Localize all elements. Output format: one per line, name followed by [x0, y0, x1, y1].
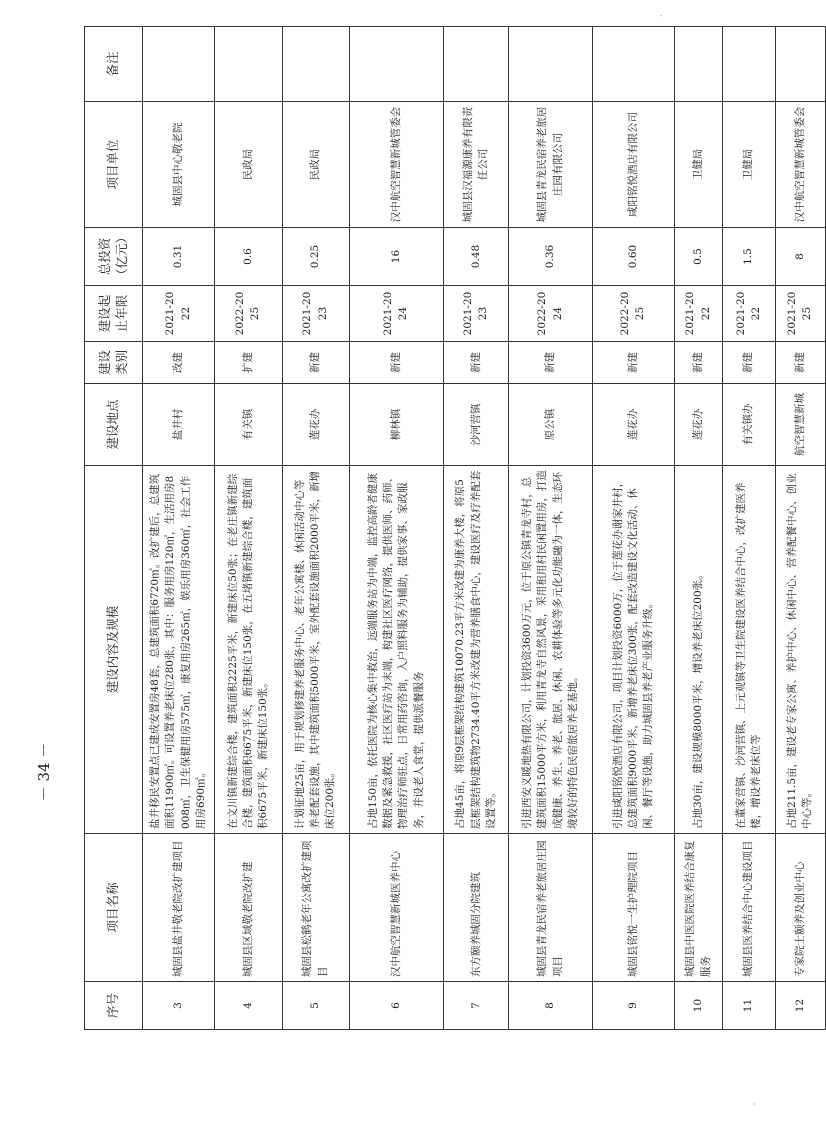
table-row	[143, 27, 215, 1030]
header-content: 建设内容及规模	[85, 466, 143, 834]
table-header-row	[85, 27, 143, 1030]
cell-investment: 0.25	[282, 228, 349, 286]
cell-name: 城固县铭悦一生护理院项目	[593, 834, 675, 982]
cell-period: 2022-2024	[509, 286, 593, 342]
cell-name: 城固县中医医院医养结合康复服务	[674, 834, 722, 982]
cell-location: 莲花办	[674, 384, 722, 466]
header-investment: 总投资（亿元）	[85, 228, 143, 286]
cell-location: 盐井村	[143, 384, 215, 466]
cell-type: 新建	[775, 342, 825, 384]
cell-name: 城固县区域敬老院改扩建	[215, 834, 282, 982]
cell-unit: 咸阳铭悦酒店有限公司	[593, 102, 675, 228]
cell-location: 航空智慧新城	[775, 384, 825, 466]
table-row	[674, 27, 722, 1030]
cell-type: 扩建	[215, 342, 282, 384]
cell-type: 新建	[444, 342, 509, 384]
cell-type: 新建	[593, 342, 675, 384]
cell-location: 有关镇	[215, 384, 282, 466]
cell-content: 引进咸阳铭悦酒店有限公司，项目计划投资6000万，位于莲花办谢家井村，总建筑面积9000平米，新增养老床位300张，配套改造建设文化活动、休闲、餐厅等设施，助力城固县养老产业服务升级。	[593, 466, 675, 834]
cell-remark	[775, 27, 825, 102]
cell-remark	[674, 27, 722, 102]
cell-name: 城固县青龙民宿养老旅居庄园项目	[509, 834, 593, 982]
cell-name: 城固县医养结合中心建设项目	[723, 834, 775, 982]
cell-unit: 卫健局	[674, 102, 722, 228]
cell-content: 引进西安义暖地热有限公司，计划投资3600万元，位于原公镇青龙寺村，总建筑面积15000平方米，利用青龙寺自然风景，采用租用村民闲置用房，打造成健康、养生、养老、旅居、休闲、农耕体验等多元化功能融为一体，生态环境较好的特色民宿旅居养老基地。	[509, 466, 593, 834]
cell-content: 占地150亩，依托医院为核心集中救治，远端服务站为中端，监控高龄者健康数据及紧急救援，社区医疗站为末端，构建社区医疗网络，提供医师、药师、物理治疗师驻点，日常用药咨询，入户照料服务为辅助，提供家事、家政服务，并设老人食堂，提供派餐服务	[349, 466, 443, 834]
cell-period: 2022-2025	[593, 286, 675, 342]
scan-mark: ◦	[752, 1100, 757, 1109]
cell-remark	[444, 27, 509, 102]
table-row	[723, 27, 775, 1030]
header-unit: 项目单位	[85, 102, 143, 228]
cell-name: 专家院士颐养及创业中心	[775, 834, 825, 982]
table-row	[593, 27, 675, 1030]
cell-type: 新建	[723, 342, 775, 384]
cell-content: 在文川镇新建综合楼，建筑面积2225平米，新建床位50张；在老庄镇新建综合楼，建筑面积6675平米，新建床位150张，在五堵镇新建综合楼，建筑面积6675平米，新建床位150张。	[215, 466, 282, 834]
cell-period: 2021-2022	[674, 286, 722, 342]
cell-investment: 0.48	[444, 228, 509, 286]
cell-type: 新建	[509, 342, 593, 384]
cell-period: 2022-2025	[215, 286, 282, 342]
cell-location: 沙河营镇	[444, 384, 509, 466]
cell-period: 2021-2022	[723, 286, 775, 342]
header-no: 序号	[85, 982, 143, 1030]
cell-remark	[509, 27, 593, 102]
cell-unit: 民政局	[215, 102, 282, 228]
cell-investment: 8	[775, 228, 825, 286]
cell-no: 5	[282, 982, 349, 1030]
cell-period: 2021-2023	[444, 286, 509, 342]
cell-investment: 1.5	[723, 228, 775, 286]
cell-investment: 0.31	[143, 228, 215, 286]
table-row	[444, 27, 509, 1030]
cell-remark	[282, 27, 349, 102]
cell-period: 2021-2022	[143, 286, 215, 342]
cell-no: 9	[593, 982, 675, 1030]
cell-content: 占地211.5亩，建设老专家公寓、养护中心、休闲中心、营养配餐中心、创业中心等。	[775, 466, 825, 834]
cell-remark	[593, 27, 675, 102]
cell-location: 莲花办	[282, 384, 349, 466]
rotated-table-container	[84, 27, 826, 1030]
cell-remark	[143, 27, 215, 102]
cell-type: 新建	[674, 342, 722, 384]
table-row	[215, 27, 282, 1030]
cell-period: 2021-2025	[775, 286, 825, 342]
cell-no: 3	[143, 982, 215, 1030]
header-remark: 备注	[85, 27, 143, 102]
table-row	[349, 27, 443, 1030]
table-row	[282, 27, 349, 1030]
table-row	[509, 27, 593, 1030]
cell-content: 占地30亩，建设规模8000平米，增设养老床位200张。	[674, 466, 722, 834]
cell-location: 原公镇	[509, 384, 593, 466]
cell-investment: 0.60	[593, 228, 675, 286]
cell-remark	[723, 27, 775, 102]
cell-no: 6	[349, 982, 443, 1030]
cell-location: 莲花办	[593, 384, 675, 466]
cell-no: 12	[775, 982, 825, 1030]
cell-content: 占地45亩，将原9层框架结构建筑10070.23平方米改建为康养大楼，将原5层框架结构建筑物2734.40平方米改建为营养膳食中心，建设医疗及疗养配套设置等。	[444, 466, 509, 834]
cell-no: 7	[444, 982, 509, 1030]
cell-unit: 汉中航空智慧新城管委会	[775, 102, 825, 228]
cell-period: 2021-2024	[349, 286, 443, 342]
table-row	[775, 27, 825, 1030]
cell-name: 汉中航空智慧新城医养中心	[349, 834, 443, 982]
cell-no: 8	[509, 982, 593, 1030]
header-location: 建设地点	[85, 384, 143, 466]
cell-content: 在董家营镇、沙河营镇、上元观镇等卫生院建设医养结合中心，改扩建医养楼，增设养老床位等	[723, 466, 775, 834]
cell-remark	[215, 27, 282, 102]
cell-unit: 汉中航空智慧新城管委会	[349, 102, 443, 228]
cell-no: 11	[723, 982, 775, 1030]
cell-investment: 0.5	[674, 228, 722, 286]
cell-content: 计划征地25亩，用于规划修建养老服务中心、老年公寓楼、休闲活动中心等养老配套设施，其中建筑面积5000平米，室外配套设施面积2000平米，新增床位200张。	[282, 466, 349, 834]
page-number: － 34 －	[35, 742, 53, 802]
cell-investment: 0.6	[215, 228, 282, 286]
cell-location: 柳林镇	[349, 384, 443, 466]
header-name: 项目名称	[85, 834, 143, 982]
header-type: 建设类别	[85, 342, 143, 384]
cell-unit: 城固县青龙民宿养老旅居庄园有限公司	[509, 102, 593, 228]
cell-type: 新建	[282, 342, 349, 384]
header-period: 建设起止年限	[85, 286, 143, 342]
cell-investment: 0.36	[509, 228, 593, 286]
cell-period: 2021-2023	[282, 286, 349, 342]
cell-no: 4	[215, 982, 282, 1030]
cell-name: 城固县松鹤老年公寓改扩建项目	[282, 834, 349, 982]
scan-mark: ′	[660, 14, 662, 23]
cell-name: 东方颐养城固分院建筑	[444, 834, 509, 982]
cell-unit: 卫健局	[723, 102, 775, 228]
cell-no: 10	[674, 982, 722, 1030]
cell-name: 城固县盐井敬老院改扩建项目	[143, 834, 215, 982]
cell-unit: 城固县汉福源康养有限责任公司	[444, 102, 509, 228]
cell-content: 盐井移民安置点已建成安置房48套，总建筑面积6720㎡。改扩建后，总建筑面积11900㎡。可设置养老床位280张，其中：服务用房120㎡，生活用房8008㎡，卫生保健用房575㎡，康复用房265㎡，娱乐用房360㎡，社会工作用房690㎡。	[143, 466, 215, 834]
cell-type: 改建	[143, 342, 215, 384]
cell-investment: 16	[349, 228, 443, 286]
cell-remark	[349, 27, 443, 102]
cell-type: 新建	[349, 342, 443, 384]
cell-location: 有关镇办	[723, 384, 775, 466]
cell-unit: 民政局	[282, 102, 349, 228]
cell-unit: 城固县中心敬老院	[143, 102, 215, 228]
project-table	[84, 26, 826, 1030]
